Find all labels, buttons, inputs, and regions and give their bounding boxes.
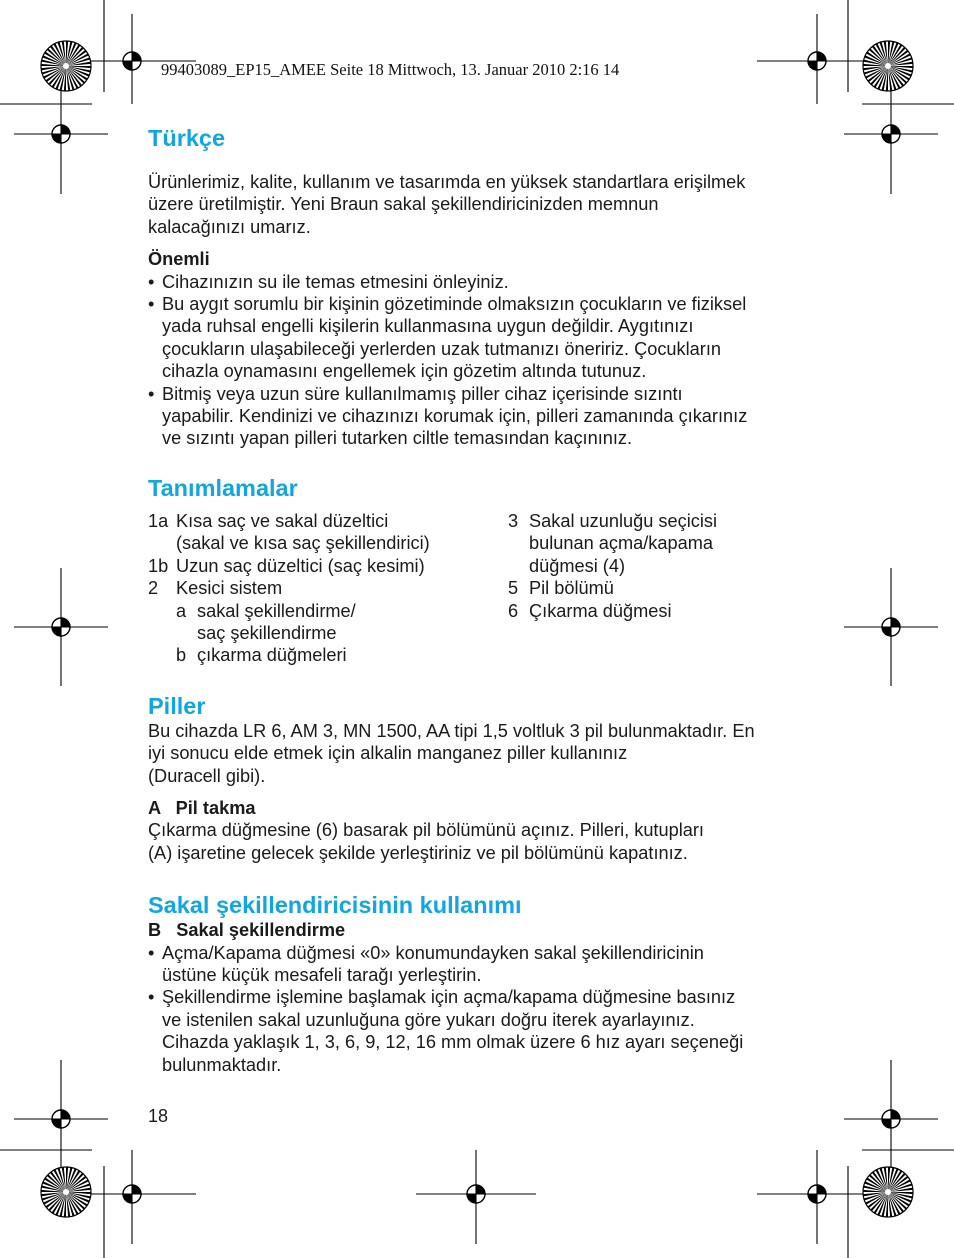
pil-takma-paragraph: Çıkarma düğmesine (6) basarak pil bölümünü açınız. Pilleri, kutupları (A) işaretine gelecek şekilde yerleştiriniz ve pil bölümünü kapatınız. — [148, 820, 704, 863]
list-item: 3 Sakal uzunluğu seçicisi bulunan açma/kapama düğmesi (4) — [508, 510, 718, 576]
page-number: 18 — [148, 1106, 169, 1126]
list-item: 2 Kesici sistem — [148, 578, 283, 599]
intro-paragraph: Ürünlerimiz, kalite, kullanım ve tasarımda en yüksek standartlara erişilmek üzere üretilmiştir. Yeni Braun sakal şekillendiricinizden memnun kalacağınızı umarız. — [148, 172, 746, 237]
list-item: b çıkarma düğmeleri — [176, 645, 347, 666]
list-item: • Açma/Kapama düğmesi «0» konumundayken sakal şekillendiricinin üstüne küçük mesafeli tarağı yerleştirin. — [148, 942, 808, 987]
section-title-turkce: Türkçe — [148, 125, 226, 151]
list-item: • Cihazınızın su ile temas etmesini önleyiniz. — [148, 271, 808, 293]
section-title-kullanim: Sakal şekillendiricisinin kullanımı — [148, 892, 522, 919]
list-item: • Bu aygıt sorumlu bir kişinin gözetiminde olmaksızın çocukların ve fiziksel yada ruhsal engelli kişilerin kullanmasına uygun değildir. Aygıtınızı çocukların ulaşabileceği yerlerden uzak tutmanızı öneririz. Çocukların cihazla oynamasını engellemek için gözetim altında tutunuz. — [148, 293, 808, 383]
list-item: 1b Uzun saç düzeltici (saç kesimi) — [148, 555, 425, 576]
list-item: • Şekillendirme işlemine başlamak için açma/kapama düğmesine basınız ve istenilen sakal uzunluğuna göre yukarı doğru iterek ayarlayınız. Cihazda yaklaşık 1, 3, 6, 9, 12, 16 mm olmak üzere 6 hız ayarı seçeneği bulunmaktadır. — [148, 986, 808, 1076]
list-item: 1a Kısa saç ve sakal düzeltici (sakal ve kısa saç şekillendirici) — [148, 510, 430, 554]
parts-list-right — [508, 510, 808, 667]
starburst-mark — [41, 41, 91, 91]
sakal-sekillendirme-heading: B Sakal şekillendirme — [148, 920, 346, 941]
kullanim-list — [148, 942, 808, 1076]
onemli-list — [148, 271, 808, 450]
starburst-mark — [863, 1167, 913, 1217]
section-title-tanimlamalar: Tanımlamalar — [148, 474, 298, 501]
section-title-piller: Piller — [148, 692, 206, 719]
onemli-heading: Önemli — [148, 249, 210, 270]
list-item: 6 Çıkarma düğmesi — [508, 600, 672, 621]
list-item: 5 Pil bölümü — [508, 578, 614, 599]
starburst-mark — [41, 1167, 91, 1217]
list-item: • Bitmiş veya uzun süre kullanılmamış piller cihaz içerisinde sızıntı yapabilir. Kendinizi ve cihazınızı korumak için, pilleri zamanında çıkarınız ve sızıntı yapan pilleri tutarken ciltle temasından kaçınınız. — [148, 383, 808, 450]
parts-list-left — [148, 510, 508, 667]
list-item: a sakal şekillendirme/ saç şekillendirme — [176, 600, 356, 643]
page-content — [148, 124, 808, 1076]
pil-takma-heading: A Pil takma — [148, 797, 256, 818]
piller-paragraph: Bu cihazda LR 6, AM 3, MN 1500, AA tipi 1,5 voltluk 3 pil bulunmaktadır. En iyi sonucu elde etmek için alkalin manganez piller kullanınız (Duracell gibi). — [148, 720, 755, 786]
starburst-mark — [863, 41, 913, 91]
print-slug: 99403089_EP15_AMEE Seite 18 Mittwoch, 13. Januar 2010 2:16 14 — [161, 60, 620, 79]
parts-list — [148, 510, 808, 667]
